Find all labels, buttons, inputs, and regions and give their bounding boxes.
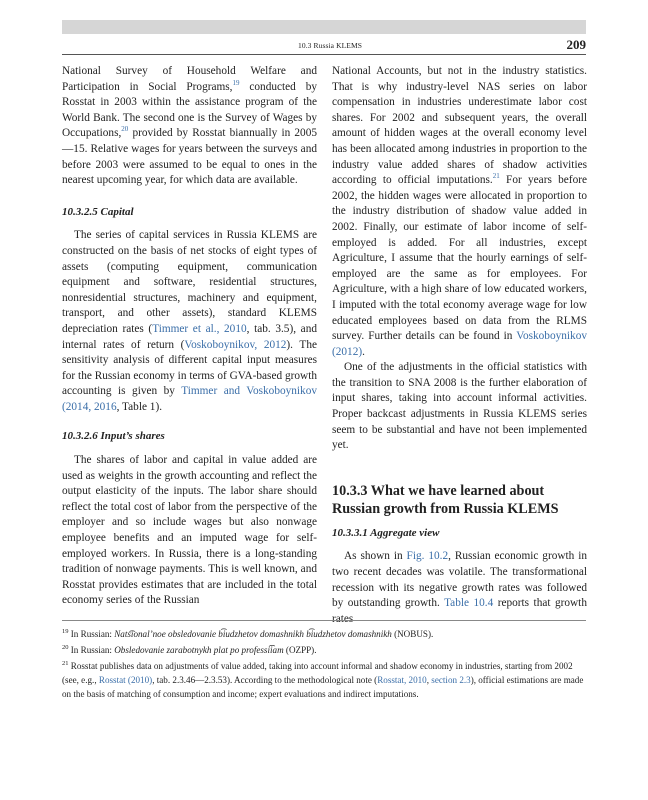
- page-number: 209: [566, 37, 586, 52]
- citation-link-rosstat-2010b[interactable]: Rosstat, 2010: [377, 675, 427, 685]
- citation-link-voskoboynikov-2012[interactable]: Voskoboynikov, 2012: [184, 338, 287, 351]
- citation-link-timmer-voskoboynikov[interactable]: Timmer and Voskoboynikov (2014, 2016: [62, 385, 317, 413]
- footnote-21: $^{21}$ Rosstat publishes data on adjustments of value added, taking into account informal and shadow economy in industries, starting from 2002 (see, e.g., Rosstat (2010), tab. 2.3.46—2.3.53). According to the methodological note (Rosstat, 2010, section 2.3), official estimations are made on the basis of matching of consumption and income; expert evaluations and indirect imputations.: [62, 660, 584, 699]
- running-head: [62, 38, 586, 55]
- paragraph-national-accounts: National Accounts, but not in the industry statistics. That is why industry-level NAS series on labor compensation in industries underestimate labor cost shares. For 2002 and subsequent years, the overall amount of hidden wages at the overall economy level has been allocated among industries in proportion to the industry value added shares of shadow activities according to official imputations.$^{21}$ For years before 2002, the hidden wages were allocated in proportion to the industry distribution of shadow value added in 2002. Finally, our estimate of labor income of self-employed is added. For all industries, except Agriculture, I assume that the hourly earnings of self-employed are the same as for employees. For Agriculture, with a high share of low educated workers, I imputed with the total economy average wage for low educated employees based on data from the RLMS survey. Further details can be found in Voskoboynikov (2012).: [332, 65, 587, 358]
- section-heading-what-we-learned: 10.3.3 What we have learned about Russian growth from Russia KLEMS: [332, 482, 559, 517]
- table-link-10-4[interactable]: Table 10.4: [444, 597, 494, 610]
- paragraph-input-shares: The shares of labor and capital in value added are used as weights in the growth accounting and reflect the output elasticity of the inputs. The labor share should reflect the total cost of labor from the perspective of the employer and so include wages but also nonwage employee benefits and an imputed wage for self-employed workers. In Russia, there is a long-standing tradition of nonwage payments. This is well known, and Rosstat provides estimates that are included in the total economy series of the Russian: [62, 454, 317, 607]
- paragraph-sna-adjustments: One of the adjustments in the official statistics with the transition to SNA 2008 is the further elaboration of input shares, taking into account informal activities. Proper backcast adjustments in Russia KLEMS series seem to be substantial and have not been implemented yet.: [332, 361, 587, 452]
- footnotes: [62, 620, 586, 703]
- subsection-heading-aggregate-view: 10.3.3.1 Aggregate view: [332, 526, 440, 539]
- left-column: [62, 64, 317, 609]
- citation-link-rosstat-2010[interactable]: Rosstat (2010): [98, 675, 153, 685]
- paragraph-household-survey: National Survey of Household Welfare and Participation in Social Programs,$^{19}$ conducted by Rosstat in 2003 within the assistance program of the World Bank. The second one is the Survey of Wages by Occupations,$^{20}$ provided by Rosstat biannually in 2005—15. Relative wages for years between the surveys and before 2003 were assumed to be equal to ones in the nearest upcoming year, for which data are available.: [62, 65, 317, 187]
- figure-link-10-2[interactable]: Fig. 10.2: [406, 550, 449, 563]
- footnote-19: $^{19}$ In Russian: Nats͡ional’noe obsledovanie b͡iudzhetov domashnikh b͡iudzhetov domashnikh (NOBUS).: [62, 628, 434, 639]
- section-heading-capital: 10.3.2.5 Capital: [62, 205, 134, 218]
- section-heading-input-shares: 10.3.2.6 Input’s shares: [62, 430, 165, 443]
- paragraph-capital: The series of capital services in Russia KLEMS are constructed on the basis of net stocks of eight types of assets (computing equipment, communication equipment and software, residential structures, nonresidential structures, machinery and equipment, transport, and other assets), standard KLEMS depreciation rates (Timmer et al., 2010, tab. 3.5), and internal rates of return (Voskoboynikov, 2012). The sensitivity analysis of different capital input measures for the Russian economy in terms of GVA-based growth accounting is given by Timmer and Voskoboynikov (2014, 2016, Table 1).: [62, 229, 317, 413]
- paragraph-aggregate-view: As shown in Fig. 10.2, Russian economic growth in two recent decades was volatile. The transformational recession with its negative growth rates was followed by outstanding growth. Table 10.4 reports that growth rates: [332, 550, 587, 625]
- citation-link-timmer-2010[interactable]: Timmer et al., 2010: [152, 322, 247, 335]
- footnote-ref-20[interactable]: 20: [121, 125, 129, 134]
- header-bar: [62, 20, 586, 34]
- footnote-20: $^{20}$ In Russian: Obsledovanie zarabotnykh plat po professi͡iam (OZPP).: [62, 644, 317, 655]
- footnote-ref-21[interactable]: 21: [492, 172, 500, 181]
- citation-link-voskoboynikov-2012b[interactable]: Voskoboynikov (2012): [332, 330, 587, 358]
- running-title: 10.3 Russia KLEMS: [298, 41, 362, 50]
- right-column: [332, 64, 587, 627]
- footnote-ref-19[interactable]: 19: [232, 78, 240, 87]
- section-link-2-3[interactable]: section 2.3: [431, 675, 471, 685]
